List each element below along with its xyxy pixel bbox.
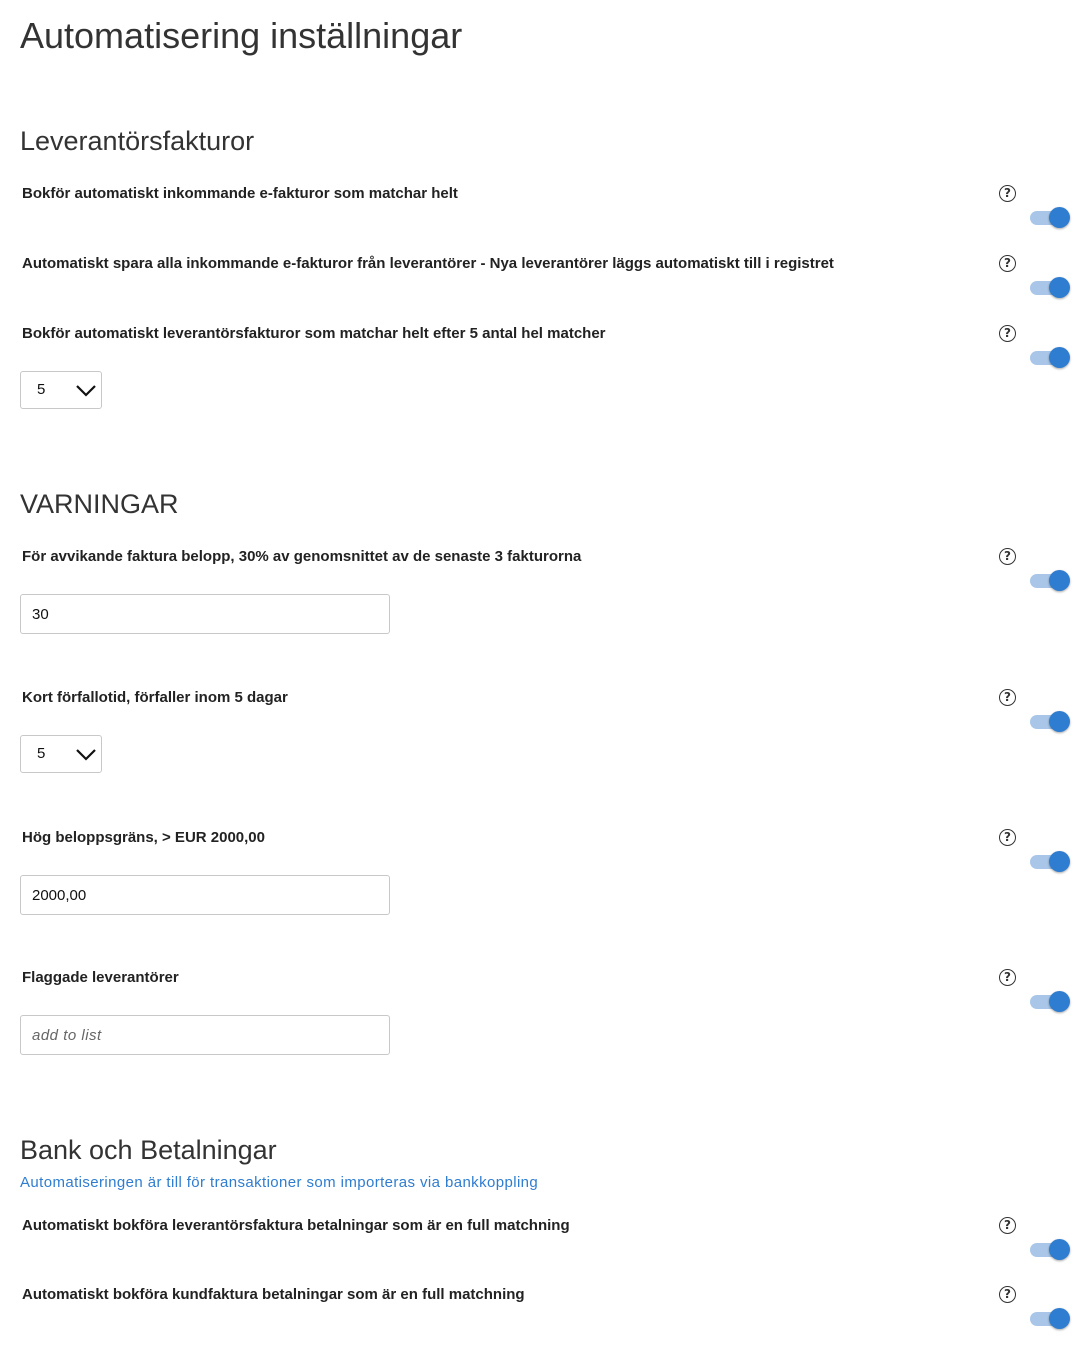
setting-label-deviating-amount: För avvikande faktura belopp, 30% av genomsnittet av de senaste 3 fakturorna (22, 548, 582, 565)
page-title: Automatisering inställningar (20, 15, 463, 56)
setting-label-auto-book-supplier-payments: Automatiskt bokföra leverantörsfaktura betalningar som är en full matchning (22, 1217, 570, 1234)
toggle-thumb (1049, 711, 1070, 732)
help-circle-icon[interactable]: ? (999, 548, 1016, 565)
toggle-thumb (1049, 347, 1070, 368)
toggle-auto-book-einvoices[interactable] (1030, 207, 1070, 229)
toggle-flagged-suppliers[interactable] (1030, 991, 1070, 1013)
toggle-deviating-amount[interactable] (1030, 570, 1070, 592)
select-value: 5 (37, 381, 46, 398)
toggle-thumb (1049, 207, 1070, 228)
toggle-auto-book-customer-payments[interactable] (1030, 1308, 1070, 1330)
toggle-thumb (1049, 851, 1070, 872)
setting-label-auto-book-customer-payments: Automatiskt bokföra kundfaktura betalningar som är en full matchning (22, 1286, 525, 1303)
setting-label-high-amount-limit: Hög beloppsgräns, > EUR 2000,00 (22, 829, 265, 846)
help-circle-icon[interactable]: ? (999, 325, 1016, 342)
help-circle-icon[interactable]: ? (999, 185, 1016, 202)
chevron-down-icon (75, 384, 97, 398)
section-title-supplier-invoices: Leverantörsfakturor (20, 126, 255, 156)
setting-label-short-due-date: Kort förfallotid, förfaller inom 5 dagar (22, 689, 288, 706)
help-circle-icon[interactable]: ? (999, 969, 1016, 986)
toggle-auto-save-einvoices[interactable] (1030, 277, 1070, 299)
help-circle-icon[interactable]: ? (999, 255, 1016, 272)
flagged-suppliers-input[interactable] (20, 1015, 390, 1055)
setting-label-flagged-suppliers: Flaggade leverantörer (22, 969, 179, 986)
toggle-thumb (1049, 991, 1070, 1012)
setting-label-auto-book-einvoices: Bokför automatiskt inkommande e-fakturor som matchar helt (22, 185, 458, 202)
toggle-high-amount-limit[interactable] (1030, 851, 1070, 873)
section-title-bank: Bank och Betalningar (20, 1135, 277, 1165)
help-circle-icon[interactable]: ? (999, 1217, 1016, 1234)
toggle-thumb (1049, 570, 1070, 591)
help-circle-icon[interactable]: ? (999, 829, 1016, 846)
toggle-thumb (1049, 1239, 1070, 1260)
setting-label-auto-book-after-matches: Bokför automatiskt leverantörsfakturor som matchar helt efter 5 antal hel matcher (22, 325, 606, 342)
chevron-down-icon (75, 748, 97, 762)
bank-subtitle-link[interactable]: Automatiseringen är till för transaktioner som importeras via bankkoppling (20, 1174, 539, 1191)
match-count-select[interactable] (20, 371, 102, 409)
help-circle-icon[interactable]: ? (999, 689, 1016, 706)
toggle-thumb (1049, 1308, 1070, 1329)
amount-limit-input[interactable] (20, 875, 390, 915)
help-circle-icon[interactable]: ? (999, 1286, 1016, 1303)
toggle-short-due-date[interactable] (1030, 711, 1070, 733)
select-value: 5 (37, 745, 46, 762)
deviation-percent-input[interactable] (20, 594, 390, 634)
section-title-warnings: VARNINGAR (20, 489, 179, 519)
toggle-auto-book-after-matches[interactable] (1030, 347, 1070, 369)
setting-label-auto-save-einvoices: Automatiskt spara alla inkommande e-fakturor från leverantörer - Nya leverantörer läggs automatiskt till i registret (22, 255, 834, 272)
toggle-thumb (1049, 277, 1070, 298)
due-days-select[interactable] (20, 735, 102, 773)
toggle-auto-book-supplier-payments[interactable] (1030, 1239, 1070, 1261)
